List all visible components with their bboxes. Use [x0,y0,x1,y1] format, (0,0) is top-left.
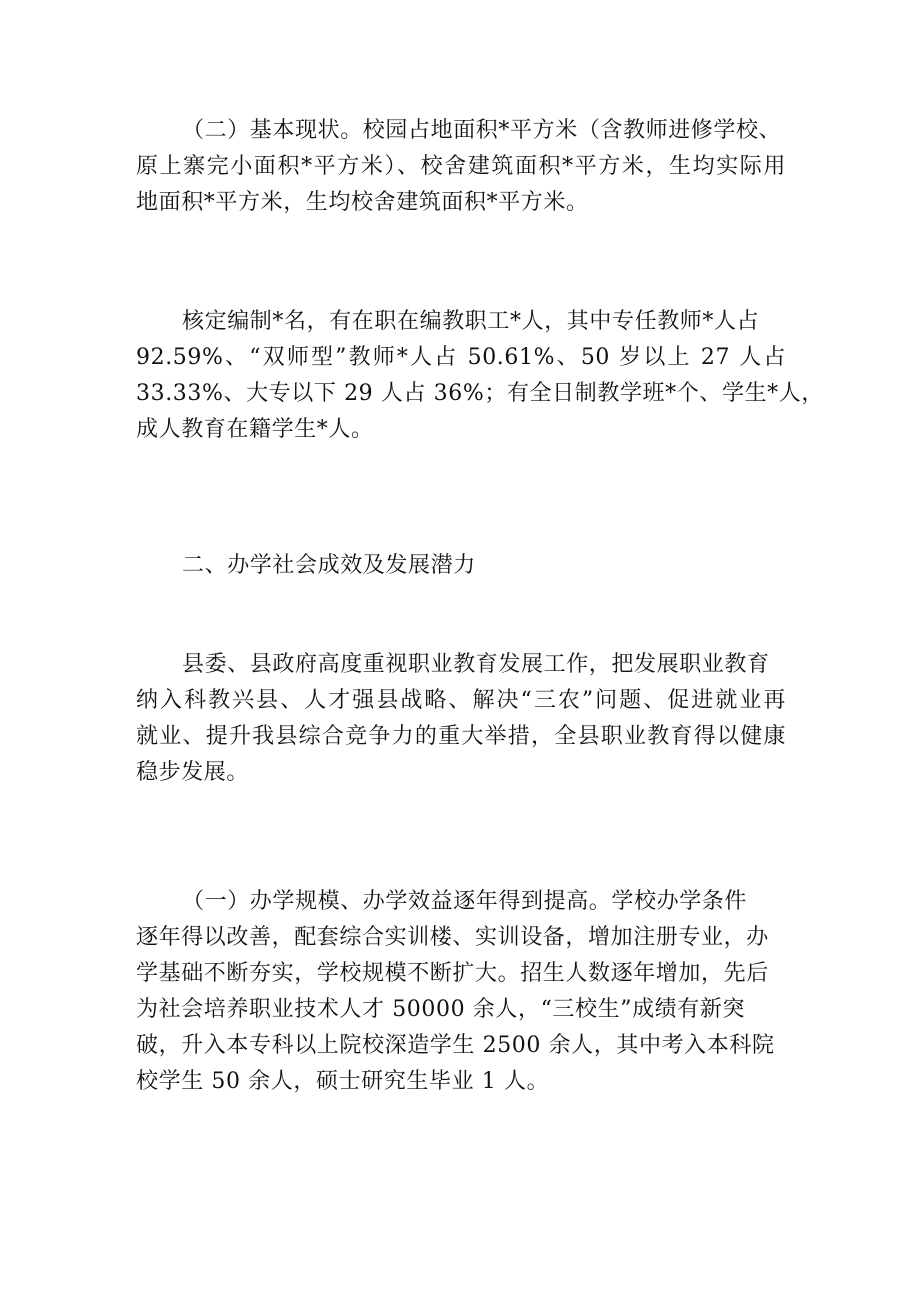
text-line: 成人教育在籍学生*人。 [136,417,374,442]
paragraph-basic-status [136,113,786,221]
text-line: 33.33%、大专以下 29 人占 36%；有全日制教学班*个、学生*人， [136,381,824,406]
text-line: 稳步发展。 [136,760,250,785]
text-line: 县委、县政府高度重视职业教育发展工作，把发展职业教育 [182,652,770,677]
text-line: 地面积*平方米，生均校舍建筑面积*平方米。 [136,190,589,215]
text-line: （一）办学规模、办学效益逐年得到提高。学校办学条件 [182,889,748,914]
text-line: 逐年得以改善，配套综合实训楼、实训设备，增加注册专业，办 [136,925,769,950]
paragraph-scale-benefits [136,884,786,1100]
paragraph-county-support [136,647,786,791]
text-line: 核定编制*名，有在职在编教职工*人，其中专任教师*人占 [182,309,760,334]
text-line: 学基础不断夯实，学校规模不断扩大。招生人数逐年增加，先后 [136,961,769,986]
text-line: （二）基本现状。校园占地面积*平方米（含教师进修学校、 [182,118,782,143]
section-heading: 二、办学社会成效及发展潜力 [182,553,476,578]
text-line: 破，升入本专科以上院校深造学生 2500 余人，其中考入本科院 [136,1033,775,1058]
text-line: 就业、提升我县综合竞争力的重大举措，全县职业教育得以健康 [136,724,786,749]
paragraph-staffing [136,304,824,448]
text-line: 原上寨完小面积*平方米）、校舍建筑面积*平方米，生均实际用 [136,154,786,179]
text-line: 校学生 50 余人，硕士研究生毕业 1 人。 [136,1069,550,1094]
text-line: 92.59%、“双师型”教师*人占 50.61%、50 岁以上 27 人占 [136,345,786,370]
text-line: 为社会培养职业技术人才 50000 余人，“三校生”成绩有新突 [136,997,746,1022]
text-line: 纳入科教兴县、人才强县战略、解决“三农”问题、促进就业再 [136,688,786,713]
